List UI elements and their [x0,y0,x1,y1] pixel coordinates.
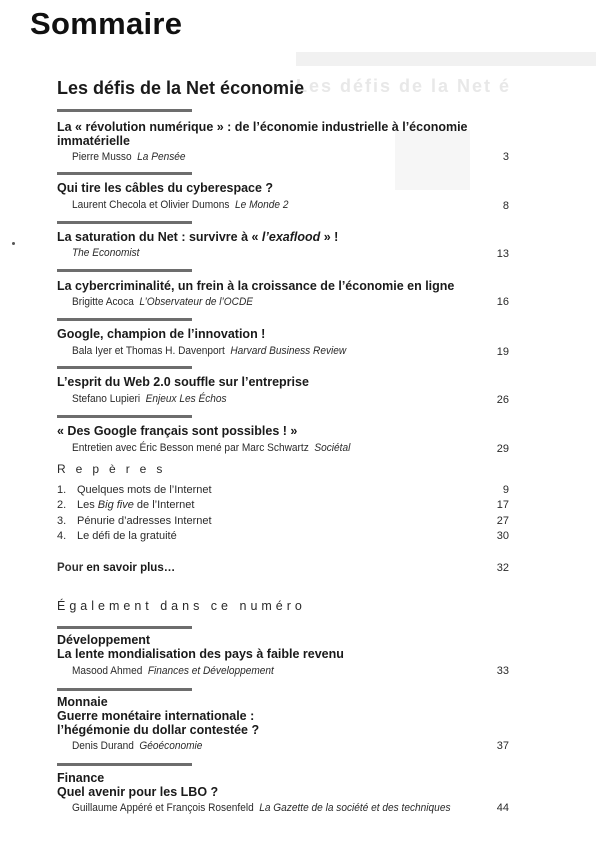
repere-item[interactable] [57,499,194,511]
scan-bleed-text: Les défis de la Net é [296,76,512,96]
category-label: Développement [57,633,151,647]
article-byline [72,345,346,357]
reperes-heading: Repères [57,462,173,476]
article-byline [72,802,451,814]
page-number: 29 [496,443,509,455]
article-author: Masood Ahmed [72,665,143,677]
article-author: Brigitte Acoca [72,296,134,308]
article-author: Entretien avec Éric Besson mené par Marc Schwartz [72,442,309,454]
repere-label: Les [77,499,98,511]
repere-label: Quelques mots de l’Internet [77,484,212,496]
article-source: Le Monde 2 [235,199,289,211]
article-author: Laurent Checola et Olivier Dumons [72,199,230,211]
scan-bleed-band [296,52,596,66]
article-title[interactable]: La « révolution numérique » : de l’économie industrielle à l’économie immatérielle [57,120,468,148]
article-source: La Gazette de la société et des techniques [259,802,451,814]
article-title-text: La saturation du Net : survivre à « [57,230,262,244]
article-byline [72,151,186,163]
section-rule [57,172,192,175]
repere-label-emphasis: Big five [97,499,134,511]
repere-number: 1. [57,484,67,496]
article-title[interactable]: « Des Google français sont possibles ! » [57,424,298,438]
article-byline [72,665,274,677]
article-title[interactable]: L’esprit du Web 2.0 souffle sur l’entreprise [57,375,309,389]
page-number: 13 [496,248,509,260]
article-source: Finances et Développement [147,665,274,677]
article-author: Pierre Musso [72,151,132,163]
article-title-line2[interactable]: l’hégémonie du dollar contestée ? [57,723,260,737]
article-byline [72,199,288,211]
section-rule [57,269,192,272]
repere-number: 4. [57,530,67,542]
article-title-text: » ! [320,230,339,244]
page-number: 19 [496,346,509,358]
section-rule [57,763,192,766]
page-number: 3 [502,151,509,163]
page-number: 44 [496,802,509,814]
article-title[interactable]: Google, champion de l’innovation ! [57,327,266,341]
repere-item[interactable] [57,530,177,542]
repere-label: Le défi de la gratuité [77,530,177,542]
section-rule [57,221,192,224]
article-byline [72,296,253,308]
article-source: Harvard Business Review [230,345,347,357]
category-label: Monnaie [57,695,108,709]
repere-item[interactable] [57,484,212,496]
article-source: Enjeux Les Échos [145,393,227,405]
article-title[interactable]: Quel avenir pour les LBO ? [57,785,219,799]
category-label: Finance [57,771,105,785]
article-title-emphasis: l’exaflood [261,230,321,244]
egalement-heading: Également dans ce numéro [57,599,306,613]
repere-number: 2. [57,499,67,511]
page-number: 32 [496,562,509,574]
repere-item[interactable] [57,515,212,527]
article-title[interactable]: Guerre monétaire internationale : [57,709,255,723]
article-title[interactable]: La cybercriminalité, un frein à la croissance de l’économie en ligne [57,279,455,293]
article-byline [72,442,350,454]
repere-label: Pénurie d’adresses Internet [77,515,212,527]
article-author: Denis Durand [72,740,134,752]
page-number: 16 [496,296,509,308]
section-rule [57,109,192,112]
article-title[interactable]: Qui tire les câbles du cyberespace ? [57,181,274,195]
margin-dot [12,242,15,245]
article-source: La Pensée [137,151,186,163]
page-title: Sommaire [30,6,183,41]
article-byline [72,393,227,405]
article-title[interactable] [57,230,338,244]
section-rule [57,688,192,691]
article-title[interactable]: La lente mondialisation des pays à faible revenu [57,647,344,661]
page-number: 30 [496,530,509,542]
article-source: Sociétal [314,442,351,454]
page-number: 37 [496,740,509,752]
section-title: Les défis de la Net économie [57,78,305,98]
article-source: The Economist [72,247,140,259]
article-author: Guillaume Appéré et François Rosenfeld [72,802,254,814]
section-rule [57,415,192,418]
article-byline [72,740,202,752]
page-number: 33 [496,665,509,677]
page-number: 9 [502,484,509,496]
article-author: Stefano Lupieri [72,393,141,405]
pour-en-savoir-plus-link[interactable] [57,562,175,574]
section-rule [57,366,192,369]
article-byline [72,247,140,259]
page-number: 27 [496,515,509,527]
pour-accent: Pour [57,562,84,574]
page-number: 26 [496,394,509,406]
article-author: Bala Iyer et Thomas H. Davenport [72,345,225,357]
repere-label: de l’Internet [133,499,195,511]
page-number: 8 [502,200,509,212]
article-source: Géoéconomie [139,740,203,752]
article-source: L’Observateur de l’OCDE [139,296,254,308]
page-number: 17 [496,499,509,511]
repere-number: 3. [57,515,67,527]
pour-label: en savoir plus… [83,562,176,574]
section-rule [57,318,192,321]
section-rule [57,626,192,629]
